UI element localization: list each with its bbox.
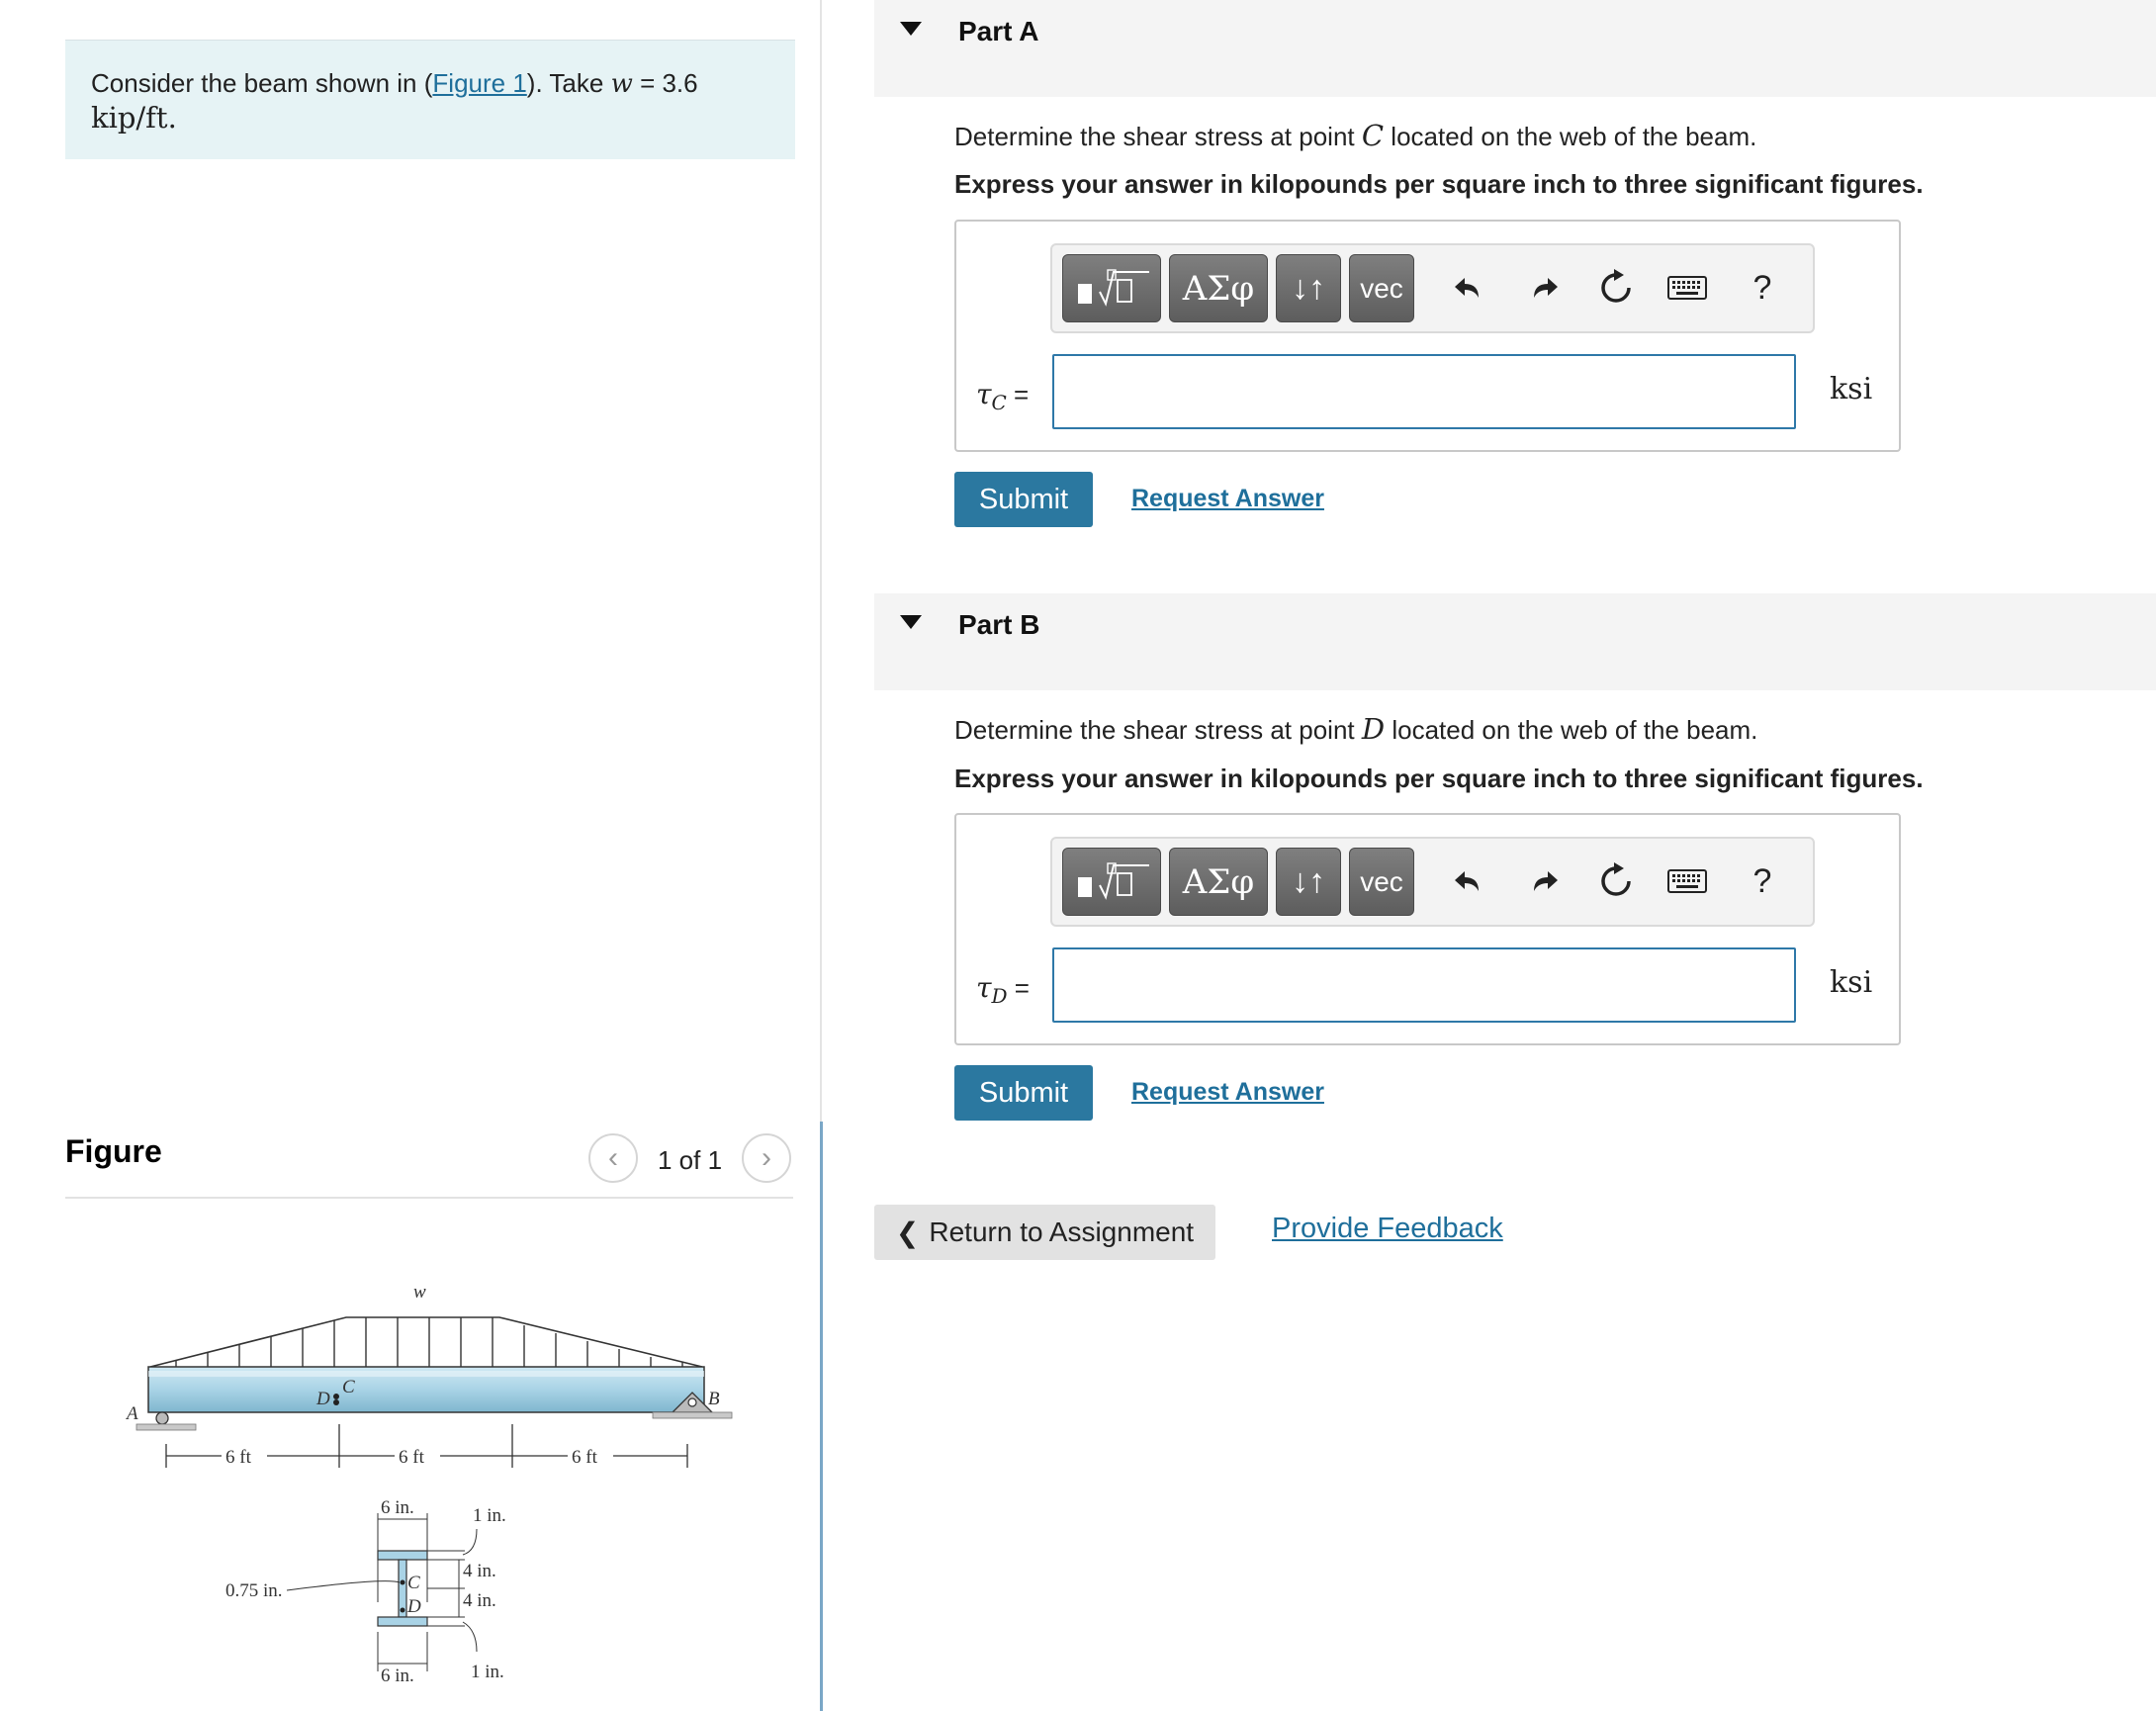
part-a-submit-button[interactable]: Submit bbox=[954, 472, 1093, 527]
part-b-header[interactable] bbox=[874, 593, 2156, 690]
part-a-answer-input[interactable] bbox=[1052, 354, 1796, 429]
point-d-dot bbox=[333, 1399, 339, 1405]
keyboard-button[interactable] bbox=[1662, 263, 1712, 313]
chevron-left-icon: ‹ bbox=[608, 1141, 618, 1174]
chevron-left-icon: ❮ bbox=[895, 1216, 920, 1248]
part-b-answer-input[interactable] bbox=[1052, 947, 1796, 1023]
part-b-question-before: Determine the shear stress at point bbox=[954, 715, 1362, 745]
web-lower-label: 4 in. bbox=[463, 1590, 496, 1611]
span-dim-3: 6 ft bbox=[572, 1447, 597, 1468]
tau-c-label bbox=[976, 378, 1030, 414]
chevron-right-icon: › bbox=[762, 1141, 771, 1174]
vec-button[interactable]: vec bbox=[1349, 848, 1414, 916]
problem-text-after: ). Take bbox=[526, 68, 611, 98]
math-toolbar bbox=[1050, 837, 1815, 927]
tau-subscript: C bbox=[991, 391, 1007, 414]
part-a-question bbox=[954, 119, 1756, 152]
top-flange-thickness-label: 1 in. bbox=[473, 1505, 506, 1526]
roller-support bbox=[156, 1412, 168, 1424]
vec-button[interactable]: vec bbox=[1349, 254, 1414, 322]
figure-prev-button[interactable] bbox=[588, 1133, 638, 1183]
web-upper-label: 4 in. bbox=[463, 1561, 496, 1581]
equals-sign: = bbox=[1007, 973, 1030, 1003]
symbols-button[interactable]: ΑΣφ bbox=[1169, 254, 1268, 322]
point-c-dot bbox=[333, 1394, 339, 1399]
top-flange-width-label: 6 in. bbox=[381, 1497, 414, 1518]
problem-variable: w bbox=[610, 69, 633, 99]
figure-divider bbox=[65, 1197, 793, 1199]
load-label: w bbox=[413, 1282, 426, 1303]
part-a-title: Part A bbox=[958, 16, 1039, 46]
point-c-label: C bbox=[342, 1377, 355, 1397]
bottom-flange-thickness-label: 1 in. bbox=[471, 1662, 504, 1682]
part-a-instruction: Express your answer in kilopounds per square inch to three significant figures. bbox=[954, 169, 1924, 199]
web-thickness-label: 0.75 in. bbox=[225, 1580, 283, 1601]
part-a-question-before: Determine the shear stress at point bbox=[954, 122, 1362, 151]
part-b-answer-box bbox=[954, 813, 1901, 1045]
section-d-label: D bbox=[407, 1596, 421, 1617]
problem-equals: = 3.6 bbox=[632, 68, 698, 98]
tau-subscript: D bbox=[991, 984, 1008, 1008]
part-a-unit: ksi bbox=[1830, 372, 1873, 406]
span-dim-2: 6 ft bbox=[399, 1447, 424, 1468]
undo-icon bbox=[1451, 863, 1486, 899]
reset-button[interactable] bbox=[1591, 856, 1641, 906]
redo-button[interactable] bbox=[1519, 263, 1569, 313]
templates-sqrt-icon bbox=[1070, 264, 1153, 314]
templates-button[interactable] bbox=[1062, 848, 1161, 916]
part-b-question-after: located on the web of the beam. bbox=[1385, 715, 1758, 745]
redo-icon bbox=[1526, 863, 1562, 899]
equals-sign: = bbox=[1006, 380, 1030, 409]
part-b-request-answer-link[interactable]: Request Answer bbox=[1131, 1078, 1324, 1106]
part-a-header[interactable] bbox=[874, 0, 2156, 97]
column-divider bbox=[820, 0, 822, 1122]
beam-figure bbox=[119, 1276, 762, 1701]
problem-statement bbox=[65, 40, 795, 159]
section-c-label: C bbox=[407, 1573, 420, 1593]
support-b-label: B bbox=[708, 1389, 720, 1409]
help-button[interactable]: ? bbox=[1752, 268, 1772, 307]
redo-button[interactable] bbox=[1519, 856, 1569, 906]
part-a-answer-box bbox=[954, 220, 1901, 452]
keyboard-button[interactable] bbox=[1662, 856, 1712, 906]
arrows-button[interactable]: ↓↑ bbox=[1276, 254, 1341, 322]
templates-sqrt-icon bbox=[1070, 857, 1153, 907]
part-b-point: D bbox=[1361, 712, 1386, 746]
figure-counter: 1 of 1 bbox=[658, 1145, 723, 1175]
problem-unit: kip/ft. bbox=[91, 101, 177, 135]
tau-symbol: τ bbox=[976, 971, 992, 1004]
part-a-request-answer-link[interactable]: Request Answer bbox=[1131, 485, 1324, 512]
part-b-title: Part B bbox=[958, 609, 1040, 640]
load-arrows bbox=[176, 1317, 682, 1367]
span-dim-1: 6 ft bbox=[225, 1447, 251, 1468]
help-button[interactable]: ? bbox=[1752, 861, 1772, 900]
figure-title: Figure bbox=[65, 1133, 162, 1169]
provide-feedback-link[interactable]: Provide Feedback bbox=[1272, 1213, 1503, 1244]
tau-d-label bbox=[976, 971, 1030, 1008]
point-d-label: D bbox=[316, 1389, 330, 1409]
part-b-unit: ksi bbox=[1830, 965, 1873, 1000]
arrows-button[interactable]: ↓↑ bbox=[1276, 848, 1341, 916]
undo-button[interactable] bbox=[1444, 263, 1493, 313]
undo-button[interactable] bbox=[1444, 856, 1493, 906]
keyboard-icon bbox=[1667, 275, 1707, 301]
redo-icon bbox=[1526, 270, 1562, 306]
collapse-caret-icon[interactable] bbox=[900, 615, 922, 629]
part-a-point: C bbox=[1361, 119, 1385, 152]
support-a-label: A bbox=[127, 1403, 138, 1424]
keyboard-icon bbox=[1667, 868, 1707, 894]
part-b-question bbox=[954, 712, 1757, 746]
symbols-button[interactable]: ΑΣφ bbox=[1169, 848, 1268, 916]
figure-link[interactable]: Figure 1 bbox=[432, 68, 527, 98]
reset-icon bbox=[1596, 861, 1636, 901]
column-divider-scroll[interactable] bbox=[820, 1122, 823, 1711]
bottom-flange-width-label: 6 in. bbox=[381, 1666, 414, 1686]
problem-text-before: Consider the beam shown in ( bbox=[91, 68, 433, 98]
collapse-caret-icon[interactable] bbox=[900, 22, 922, 36]
part-b-instruction: Express your answer in kilopounds per square inch to three significant figures. bbox=[954, 764, 1924, 793]
tau-symbol: τ bbox=[976, 378, 992, 410]
return-to-assignment-button[interactable] bbox=[874, 1205, 1215, 1260]
part-b-submit-button[interactable]: Submit bbox=[954, 1065, 1093, 1121]
reset-icon bbox=[1596, 268, 1636, 308]
reset-button[interactable] bbox=[1591, 263, 1641, 313]
math-toolbar bbox=[1050, 243, 1815, 333]
templates-button[interactable] bbox=[1062, 254, 1161, 322]
undo-icon bbox=[1451, 270, 1486, 306]
return-label: Return to Assignment bbox=[929, 1216, 1195, 1247]
figure-next-button[interactable] bbox=[742, 1133, 791, 1183]
part-a-question-after: located on the web of the beam. bbox=[1384, 122, 1757, 151]
cross-section bbox=[225, 1497, 506, 1686]
